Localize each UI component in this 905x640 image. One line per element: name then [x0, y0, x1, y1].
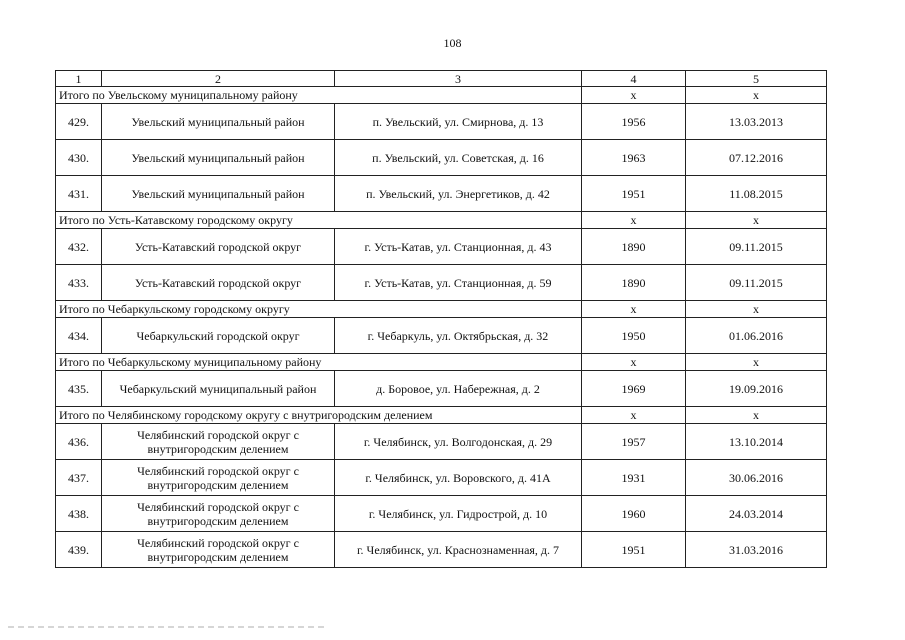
table-row — [56, 424, 827, 460]
section-title: Итого по Чебаркульскому муниципальному району — [56, 354, 582, 371]
row-address: г. Челябинск, ул. Гидрострой, д. 10 — [335, 496, 582, 532]
section-col5: х — [686, 354, 827, 371]
section-col5: х — [686, 87, 827, 104]
row-date: 31.03.2016 — [686, 532, 827, 568]
table-row — [56, 104, 827, 140]
section-total-row — [56, 212, 827, 229]
row-district: Усть-Катавский городской округ — [102, 229, 335, 265]
table-body — [56, 71, 827, 568]
row-number: 439. — [56, 532, 102, 568]
row-date: 30.06.2016 — [686, 460, 827, 496]
row-date: 13.10.2014 — [686, 424, 827, 460]
row-district: Челябинский городской округ с внутригородским делением — [102, 532, 335, 568]
row-year: 1960 — [582, 496, 686, 532]
row-date: 09.11.2015 — [686, 265, 827, 301]
table-row — [56, 176, 827, 212]
row-number: 437. — [56, 460, 102, 496]
row-year: 1931 — [582, 460, 686, 496]
header-cell-2: 2 — [102, 71, 335, 87]
table-row — [56, 496, 827, 532]
row-address: д. Боровое, ул. Набережная, д. 2 — [335, 371, 582, 407]
row-number: 433. — [56, 265, 102, 301]
row-address: п. Увельский, ул. Энергетиков, д. 42 — [335, 176, 582, 212]
row-number: 431. — [56, 176, 102, 212]
section-col4: х — [582, 87, 686, 104]
row-date: 07.12.2016 — [686, 140, 827, 176]
header-row — [56, 71, 827, 87]
row-number: 430. — [56, 140, 102, 176]
section-total-row — [56, 407, 827, 424]
row-year: 1890 — [582, 229, 686, 265]
section-title: Итого по Челябинскому городскому округу с внутригородским делением — [56, 407, 582, 424]
section-total-row — [56, 87, 827, 104]
row-address: п. Увельский, ул. Смирнова, д. 13 — [335, 104, 582, 140]
section-title: Итого по Увельскому муниципальному району — [56, 87, 582, 104]
scan-artifact — [8, 626, 328, 628]
row-district: Чебаркульский городской округ — [102, 318, 335, 354]
row-year: 1957 — [582, 424, 686, 460]
row-address: г. Челябинск, ул. Воровского, д. 41А — [335, 460, 582, 496]
row-year: 1963 — [582, 140, 686, 176]
row-district: Увельский муниципальный район — [102, 176, 335, 212]
row-district: Увельский муниципальный район — [102, 104, 335, 140]
section-col5: х — [686, 301, 827, 318]
section-col4: х — [582, 407, 686, 424]
section-title: Итого по Усть-Катавскому городскому округу — [56, 212, 582, 229]
header-cell-4: 4 — [582, 71, 686, 87]
row-number: 438. — [56, 496, 102, 532]
section-col4: х — [582, 354, 686, 371]
row-address: г. Усть-Катав, ул. Станционная, д. 59 — [335, 265, 582, 301]
row-date: 01.06.2016 — [686, 318, 827, 354]
row-district: Челябинский городской округ с внутригородским делением — [102, 460, 335, 496]
row-date: 19.09.2016 — [686, 371, 827, 407]
row-year: 1969 — [582, 371, 686, 407]
row-address: г. Усть-Катав, ул. Станционная, д. 43 — [335, 229, 582, 265]
row-date: 09.11.2015 — [686, 229, 827, 265]
row-address: п. Увельский, ул. Советская, д. 16 — [335, 140, 582, 176]
row-number: 435. — [56, 371, 102, 407]
row-date: 24.03.2014 — [686, 496, 827, 532]
section-total-row — [56, 301, 827, 318]
row-number: 432. — [56, 229, 102, 265]
row-district: Челябинский городской округ с внутригородским делением — [102, 424, 335, 460]
section-title: Итого по Чебаркульскому городскому округу — [56, 301, 582, 318]
row-address: г. Челябинск, ул. Волгодонская, д. 29 — [335, 424, 582, 460]
row-number: 434. — [56, 318, 102, 354]
table-row — [56, 371, 827, 407]
row-year: 1951 — [582, 176, 686, 212]
row-year: 1950 — [582, 318, 686, 354]
section-col4: х — [582, 301, 686, 318]
table-row — [56, 140, 827, 176]
section-col4: х — [582, 212, 686, 229]
table-row — [56, 532, 827, 568]
row-year: 1890 — [582, 265, 686, 301]
section-col5: х — [686, 212, 827, 229]
row-date: 13.03.2013 — [686, 104, 827, 140]
table-row — [56, 460, 827, 496]
header-cell-5: 5 — [686, 71, 827, 87]
header-cell-3: 3 — [335, 71, 582, 87]
section-total-row — [56, 354, 827, 371]
registry-table — [55, 70, 827, 568]
row-district: Челябинский городской округ с внутригородским делением — [102, 496, 335, 532]
row-date: 11.08.2015 — [686, 176, 827, 212]
row-year: 1956 — [582, 104, 686, 140]
header-cell-1: 1 — [56, 71, 102, 87]
table-row — [56, 229, 827, 265]
table-row — [56, 318, 827, 354]
table-row — [56, 265, 827, 301]
section-col5: х — [686, 407, 827, 424]
row-district: Увельский муниципальный район — [102, 140, 335, 176]
row-district: Усть-Катавский городской округ — [102, 265, 335, 301]
row-year: 1951 — [582, 532, 686, 568]
row-address: г. Челябинск, ул. Краснознаменная, д. 7 — [335, 532, 582, 568]
row-number: 436. — [56, 424, 102, 460]
page-number: 108 — [443, 36, 462, 50]
row-number: 429. — [56, 104, 102, 140]
row-address: г. Чебаркуль, ул. Октябрьская, д. 32 — [335, 318, 582, 354]
row-district: Чебаркульский муниципальный район — [102, 371, 335, 407]
